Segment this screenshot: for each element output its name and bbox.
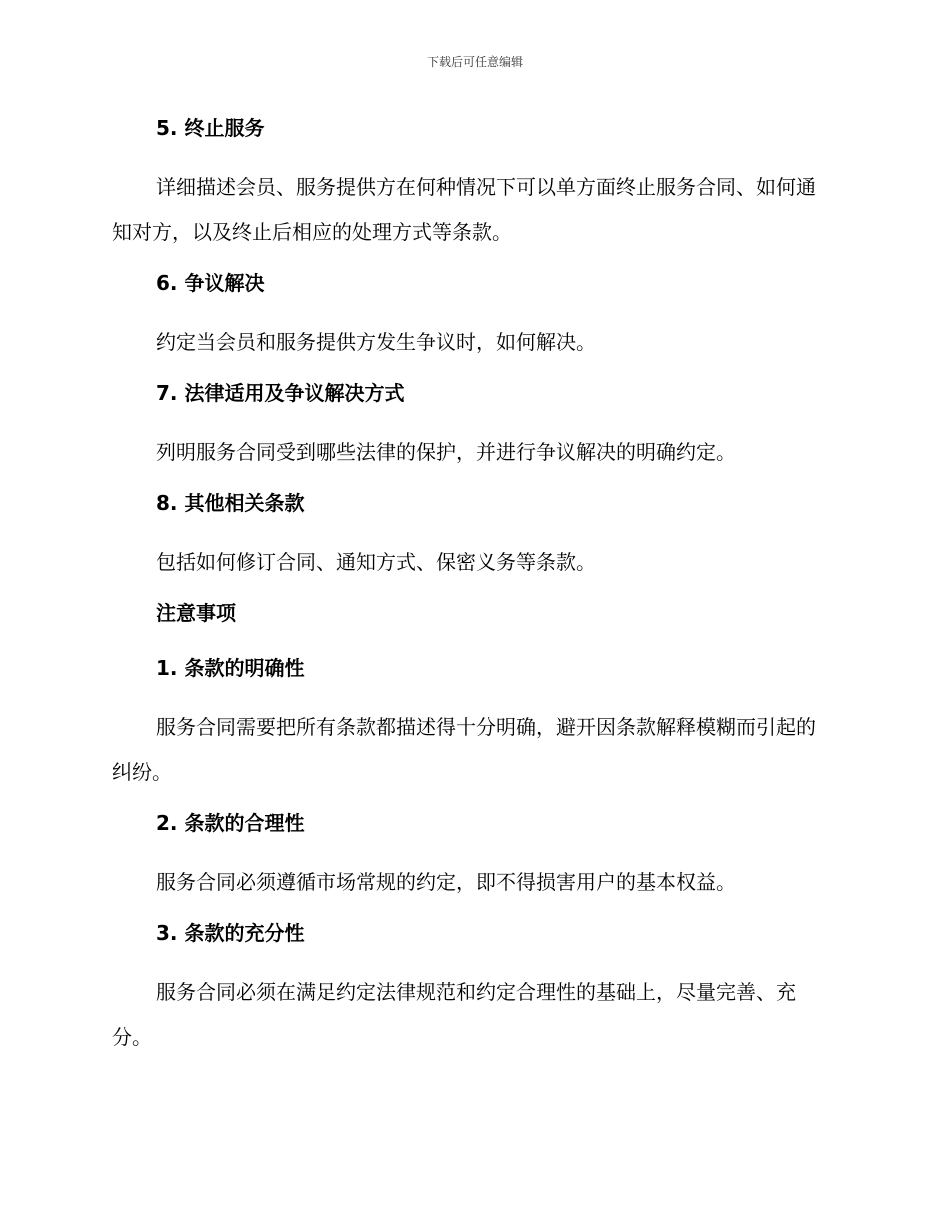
section-heading-sufficiency: 3. 条款的充分性: [156, 921, 305, 945]
section-text-reasonableness: 服务合同必须遵循市场常规的约定，即不得损害用户的基本权益。: [156, 870, 736, 894]
section-heading-clarity: 1. 条款的明确性: [156, 656, 305, 680]
section-text-dispute: 约定当会员和服务提供方发生争议时，如何解决。: [156, 330, 596, 354]
section-heading-notes: 注意事项: [156, 601, 236, 625]
section-text-clarity: 服务合同需要把所有条款都描述得十分明确，避开因条款解释模糊而引起的纠纷。: [112, 715, 816, 784]
section-heading-reasonableness: 2. 条款的合理性: [156, 811, 305, 835]
document-body: [112, 110, 832, 1070]
section-heading-dispute: 6. 争议解决: [156, 271, 265, 295]
section-heading-terminate: 5. 终止服务: [156, 116, 265, 140]
section-heading-other: 8. 其他相关条款: [156, 491, 305, 515]
section-text-other: 包括如何修订合同、通知方式、保密义务等条款。: [156, 550, 596, 574]
page-header: 下载后可任意编辑: [426, 55, 523, 69]
section-text-terminate: 详细描述会员、服务提供方在何种情况下可以单方面终止服务合同、如何通知对方，以及终止后相应的处理方式等条款。: [112, 175, 816, 244]
section-text-sufficiency: 服务合同必须在满足约定法律规范和约定合理性的基础上，尽量完善、充分。: [112, 980, 796, 1049]
section-heading-law: 7. 法律适用及争议解决方式: [156, 381, 405, 405]
section-text-law: 列明服务合同受到哪些法律的保护，并进行争议解决的明确约定。: [156, 440, 736, 464]
